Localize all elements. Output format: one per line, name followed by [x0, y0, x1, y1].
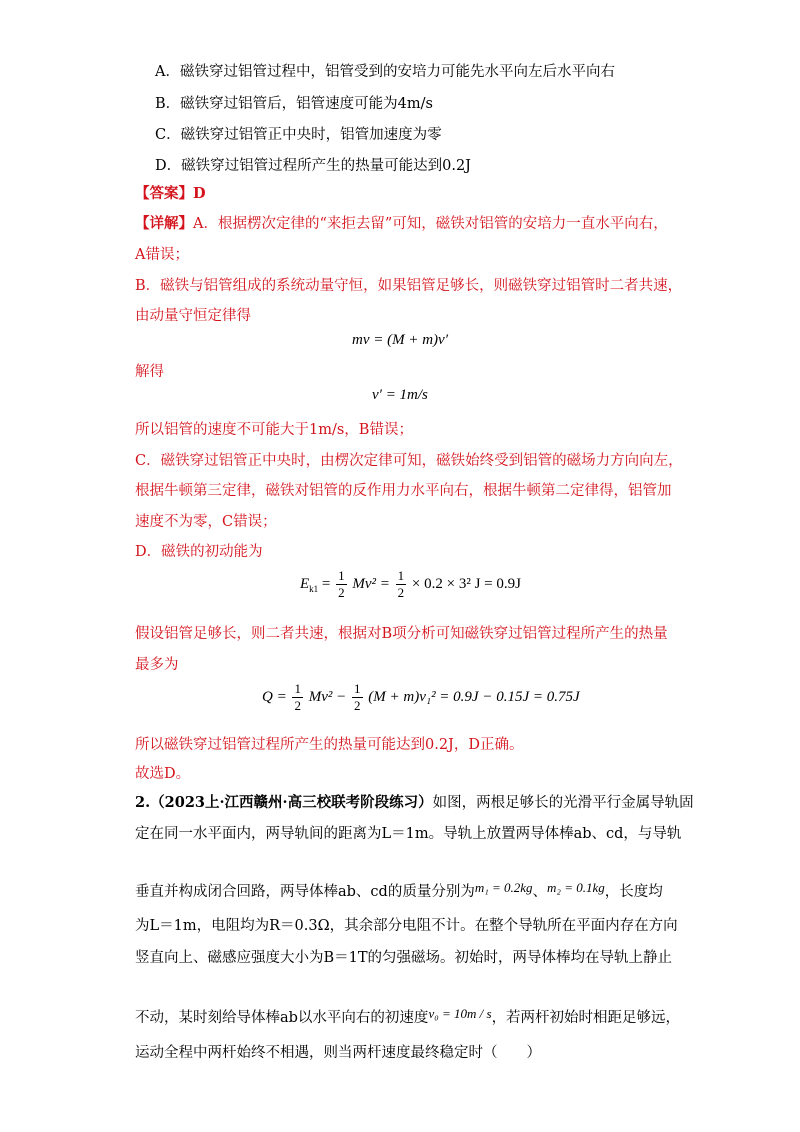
q2-line-1: 2.（2023上·江西赣州·高三校联考阶段练习）如图，两根足够长的光滑平行金属导轨固 [135, 794, 694, 811]
analysis-line-2: A错误； [135, 247, 189, 263]
answer: 【答案】D [135, 185, 206, 202]
analysis-line-13: 所以磁铁穿过铝管过程所产生的热量可能达到0.2J，D正确。 [135, 737, 524, 753]
formula-m1: m₁ = 0.2kg [474, 880, 533, 895]
fraction-half: $\frac{1}{2}$ [294, 681, 301, 713]
option-c: C．磁铁穿过铝管正中央时，铝管加速度为零 [155, 127, 442, 143]
option-d: D．磁铁穿过铝管过程所产生的热量可能达到0.2J [155, 158, 471, 174]
analysis-line-5: 解得 [135, 364, 164, 380]
analysis-line-6: 所以铝管的速度不可能大于1m/s，B错误； [135, 422, 413, 438]
q2-line-7: 运动全程中两杆始终不相遇，则当两杆速度最终稳定时（ ） [135, 1045, 541, 1061]
q2-line-4: 为L＝1m，电阻均为R＝0.3Ω，其余部分电阻不计。在整个导轨所在平面内存在方向 [135, 918, 678, 934]
option-b: B．磁铁穿过铝管后，铝管速度可能为4m/s [155, 96, 433, 112]
analysis-line-1: 【详解】A．根据楞次定律的“来拒去留”可知，磁铁对铝管的安培力一直水平向右， [135, 215, 668, 232]
formula-momentum: mv = (M + m)v′ [352, 332, 448, 348]
formula-kinetic-energy: $E_{k1}$ = $\frac{1}{2}$ Mv² = $\frac{1}{2}$ × 0.2 × 3² J = 0.9J [300, 568, 521, 600]
analysis-line-9: 速度不为零，C错误； [135, 514, 277, 530]
analysis-line-8: 根据牛顿第三定律，磁铁对铝管的反作用力水平向右，根据牛顿第二定律得，铝管加 [135, 483, 672, 499]
formula-v0: v₀ = 10m / s [428, 1006, 492, 1021]
analysis-line-10: D．磁铁的初动能为 [135, 544, 263, 560]
formula-m2: m₂ = 0.1kg [547, 880, 605, 895]
q2-source: 2.（2023上·江西赣州·高三校联考阶段练习） [135, 794, 433, 811]
analysis-line-11: 假设铝管足够长，则二者共速，根据对B项分析可知磁铁穿过铝管过程所产生的热量 [135, 626, 668, 642]
analysis-line-14: 故选D。 [135, 766, 191, 782]
fraction-half: $\frac{1}{2}$ [354, 681, 361, 713]
q2-line-5: 竖直向上、磁感应强度大小为B＝1T的匀强磁场。初始时，两导体棒均在导轨上静止 [135, 950, 673, 966]
formula-velocity: v′ = 1m/s [372, 387, 428, 403]
analysis-line-4: 由动量守恒定律得 [135, 308, 251, 324]
q2-line-2: 定在同一水平面内，两导轨间的距离为L＝1m。导轨上放置两导体棒ab、cd，与导轨 [135, 826, 682, 842]
fraction-half: $\frac{1}{2}$ [397, 568, 405, 600]
formula-heat: Q = $\frac{1}{2}$ Mv² − $\frac{1}{2}$ (M + m)v₁² = 0.9J − 0.15J = 0.75J [262, 681, 580, 713]
q2-line-6: 不动，某时刻给导体棒ab以水平向右的初速度v₀ = 10m / s，若两杆初始时相距足够远， [135, 1006, 681, 1026]
detail-label: 【详解】 [135, 215, 193, 232]
analysis-line-12: 最多为 [135, 657, 179, 673]
analysis-line-7: C．磁铁穿过铝管正中央时，由楞次定律可知，磁铁始终受到铝管的磁场力方向向左， [135, 453, 683, 469]
option-a: A．磁铁穿过铝管过程中，铝管受到的安培力可能先水平向左后水平向右 [155, 64, 615, 80]
q2-line-3: 垂直并构成闭合回路，两导体棒ab、cd的质量分别为m₁ = 0.2kg、m₂ = 0.1kg，长度均 [135, 880, 663, 900]
analysis-line-3: B．磁铁与铝管组成的系统动量守恒，如果铝管足够长，则磁铁穿过铝管时二者共速， [135, 278, 683, 294]
fraction-half: $\frac{1}{2}$ [338, 568, 345, 600]
